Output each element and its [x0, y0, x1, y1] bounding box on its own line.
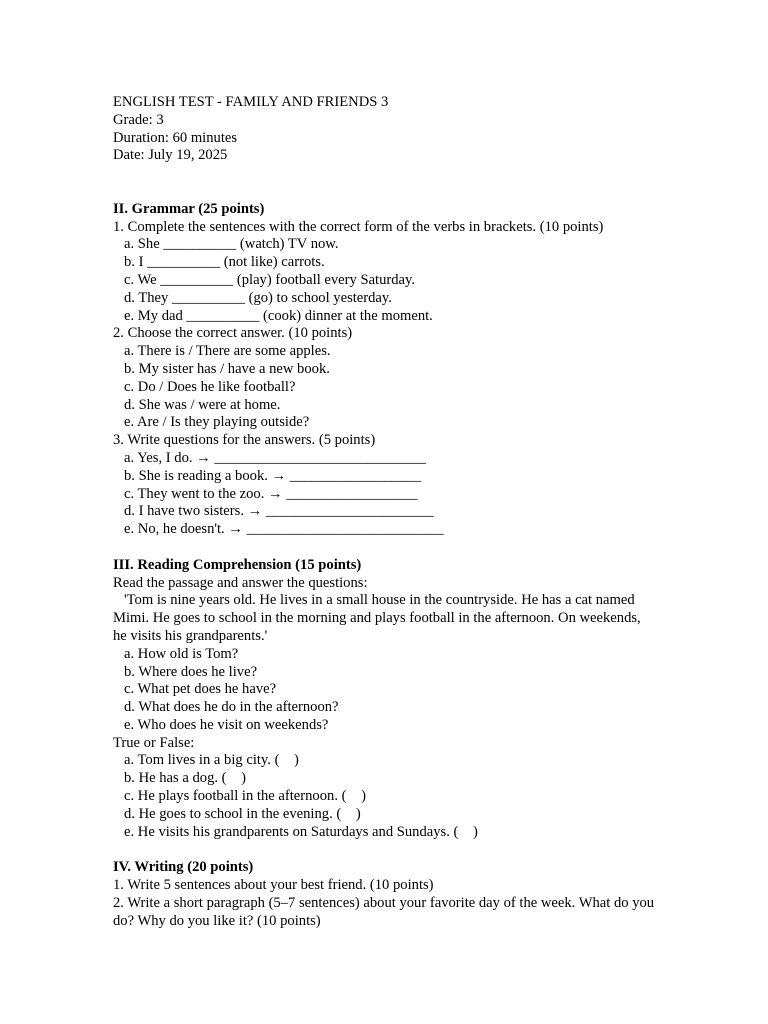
grammar-q3-item: e. No, he doesn't. → ___________________________: [124, 521, 444, 538]
reading-passage: 'Tom is nine years old. He lives in a small house in the countryside. He has a cat named Mimi. He goes to school in the morning and plays football in the afternoon. On weekends, he visits his grandparents.': [113, 592, 641, 644]
grammar-q3-item: c. They went to the zoo. → __________________: [124, 485, 418, 502]
grammar-q3-prompt: 3. Write questions for the answers. (5 points): [113, 432, 376, 449]
reading-question: a. How old is Tom?: [124, 645, 239, 662]
reading-question: d. What does he do in the afternoon?: [124, 699, 339, 716]
grammar-q1-item: e. My dad __________ (cook) dinner at the moment.: [124, 307, 433, 324]
grammar-q1-item: a. She __________ (watch) TV now.: [124, 236, 339, 253]
grammar-q2-item: c. Do / Does he like football?: [124, 378, 296, 395]
reading-instruction: Read the passage and answer the questions:: [113, 574, 368, 591]
writing-heading: IV. Writing (20 points): [113, 859, 254, 876]
grammar-q1-item: c. We __________ (play) football every Saturday.: [124, 271, 416, 288]
grade-line: Grade: 3: [113, 111, 164, 128]
true-false-item: b. He has a dog. ( ): [124, 770, 246, 787]
grammar-q2-item: a. There is / There are some apples.: [124, 343, 331, 360]
grammar-q3-item: d. I have two sisters. → _______________________: [124, 503, 434, 520]
grammar-q1-prompt: 1. Complete the sentences with the correct form of the verbs in brackets. (10 points): [113, 218, 604, 235]
date-line: Date: July 19, 2025: [113, 147, 228, 164]
test-document: [113, 94, 658, 930]
grammar-heading: II. Grammar (25 points): [113, 200, 265, 217]
writing-item: 1. Write 5 sentences about your best friend. (10 points): [113, 877, 434, 894]
document-title: ENGLISH TEST - FAMILY AND FRIENDS 3: [113, 94, 389, 110]
reading-question: e. Who does he visit on weekends?: [124, 716, 329, 733]
true-false-item: d. He goes to school in the evening. ( ): [124, 805, 361, 822]
reading-question: c. What pet does he have?: [124, 681, 277, 698]
grammar-q1-item: b. I __________ (not like) carrots.: [124, 254, 325, 271]
writing-item: 2. Write a short paragraph (5–7 sentences) about your favorite day of the week. What do you do? Why do you like it? (10 points): [113, 894, 655, 929]
duration-line: Duration: 60 minutes: [113, 129, 238, 146]
grammar-q3-item: b. She is reading a book. → __________________: [124, 467, 422, 484]
grammar-q2-item: b. My sister has / have a new book.: [124, 360, 330, 377]
grammar-q2-prompt: 2. Choose the correct answer. (10 points): [113, 325, 353, 342]
reading-question: b. Where does he live?: [124, 663, 258, 680]
true-false-item: a. Tom lives in a big city. ( ): [124, 752, 299, 769]
grammar-q3-item: a. Yes, I do. → _____________________________: [124, 449, 427, 466]
reading-heading: III. Reading Comprehension (15 points): [113, 556, 362, 573]
grammar-q2-item: e. Are / Is they playing outside?: [124, 414, 310, 431]
true-false-label: True or False:: [113, 734, 195, 751]
true-false-item: c. He plays football in the afternoon. ( ): [124, 788, 366, 805]
true-false-item: e. He visits his grandparents on Saturdays and Sundays. ( ): [124, 823, 478, 840]
grammar-q2-item: d. She was / were at home.: [124, 396, 281, 413]
grammar-q1-item: d. They __________ (go) to school yesterday.: [124, 289, 392, 306]
